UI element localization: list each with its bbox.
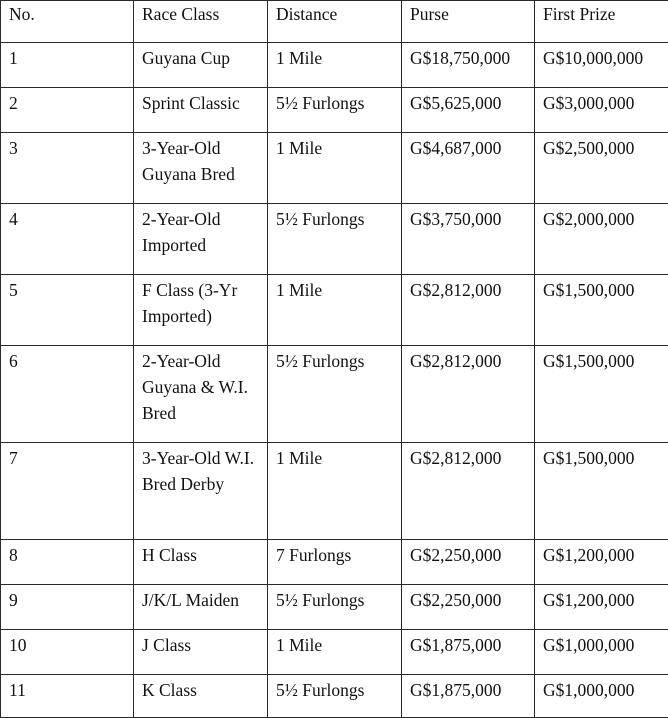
cell-purse: G$3,750,000 [402, 204, 535, 275]
header-purse: Purse [402, 1, 535, 43]
table-row [1, 88, 668, 133]
cell-purse: G$5,625,000 [402, 88, 535, 133]
cell-purse: G$18,750,000 [402, 43, 535, 88]
header-distance: Distance [268, 1, 402, 43]
cell-distance: 1 Mile [268, 443, 402, 540]
cell-race-class: 3-Year-Old W.I. Bred Derby [134, 443, 268, 540]
cell-no: 4 [1, 204, 134, 275]
cell-distance: 5½ Furlongs [268, 585, 402, 630]
cell-first-prize: G$1,500,000 [535, 346, 668, 443]
header-no: No. [1, 1, 134, 43]
cell-first-prize: G$1,000,000 [535, 630, 668, 675]
cell-race-class: 3-Year-Old Guyana Bred [134, 133, 268, 204]
cell-no: 8 [1, 540, 134, 585]
cell-purse: G$2,812,000 [402, 275, 535, 346]
cell-distance: 5½ Furlongs [268, 204, 402, 275]
table-row [1, 275, 668, 346]
cell-no: 11 [1, 675, 134, 718]
cell-race-class: J/K/L Maiden [134, 585, 268, 630]
cell-no: 2 [1, 88, 134, 133]
cell-distance: 5½ Furlongs [268, 675, 402, 718]
cell-purse: G$1,875,000 [402, 675, 535, 718]
cell-no: 6 [1, 346, 134, 443]
cell-distance: 1 Mile [268, 43, 402, 88]
cell-no: 10 [1, 630, 134, 675]
table-row [1, 675, 668, 718]
cell-first-prize: G$1,200,000 [535, 585, 668, 630]
cell-race-class: F Class (3-Yr Imported) [134, 275, 268, 346]
table-row [1, 43, 668, 88]
cell-race-class: 2-Year-Old Imported [134, 204, 268, 275]
cell-distance: 5½ Furlongs [268, 346, 402, 443]
header-first-prize: First Prize [535, 1, 668, 43]
cell-first-prize: G$10,000,000 [535, 43, 668, 88]
cell-race-class: J Class [134, 630, 268, 675]
header-race-class: Race Class [134, 1, 268, 43]
cell-no: 1 [1, 43, 134, 88]
cell-first-prize: G$2,500,000 [535, 133, 668, 204]
cell-race-class: H Class [134, 540, 268, 585]
cell-first-prize: G$1,200,000 [535, 540, 668, 585]
table-row [1, 443, 668, 540]
cell-no: 7 [1, 443, 134, 540]
table-row [1, 585, 668, 630]
cell-first-prize: G$1,500,000 [535, 443, 668, 540]
table-row [1, 630, 668, 675]
cell-race-class: Sprint Classic [134, 88, 268, 133]
table-row [1, 133, 668, 204]
cell-purse: G$1,875,000 [402, 630, 535, 675]
table-row [1, 346, 668, 443]
cell-purse: G$4,687,000 [402, 133, 535, 204]
table-header-row [1, 1, 668, 43]
cell-race-class: 2-Year-Old Guyana & W.I. Bred [134, 346, 268, 443]
cell-distance: 1 Mile [268, 133, 402, 204]
cell-purse: G$2,250,000 [402, 540, 535, 585]
cell-no: 9 [1, 585, 134, 630]
table-row [1, 204, 668, 275]
cell-purse: G$2,812,000 [402, 443, 535, 540]
cell-distance: 7 Furlongs [268, 540, 402, 585]
cell-no: 5 [1, 275, 134, 346]
cell-first-prize: G$1,500,000 [535, 275, 668, 346]
cell-race-class: Guyana Cup [134, 43, 268, 88]
cell-race-class: K Class [134, 675, 268, 718]
cell-first-prize: G$1,000,000 [535, 675, 668, 718]
cell-no: 3 [1, 133, 134, 204]
cell-purse: G$2,812,000 [402, 346, 535, 443]
cell-distance: 1 Mile [268, 275, 402, 346]
cell-purse: G$2,250,000 [402, 585, 535, 630]
cell-distance: 5½ Furlongs [268, 88, 402, 133]
cell-first-prize: G$3,000,000 [535, 88, 668, 133]
cell-first-prize: G$2,000,000 [535, 204, 668, 275]
cell-distance: 1 Mile [268, 630, 402, 675]
table-row [1, 540, 668, 585]
